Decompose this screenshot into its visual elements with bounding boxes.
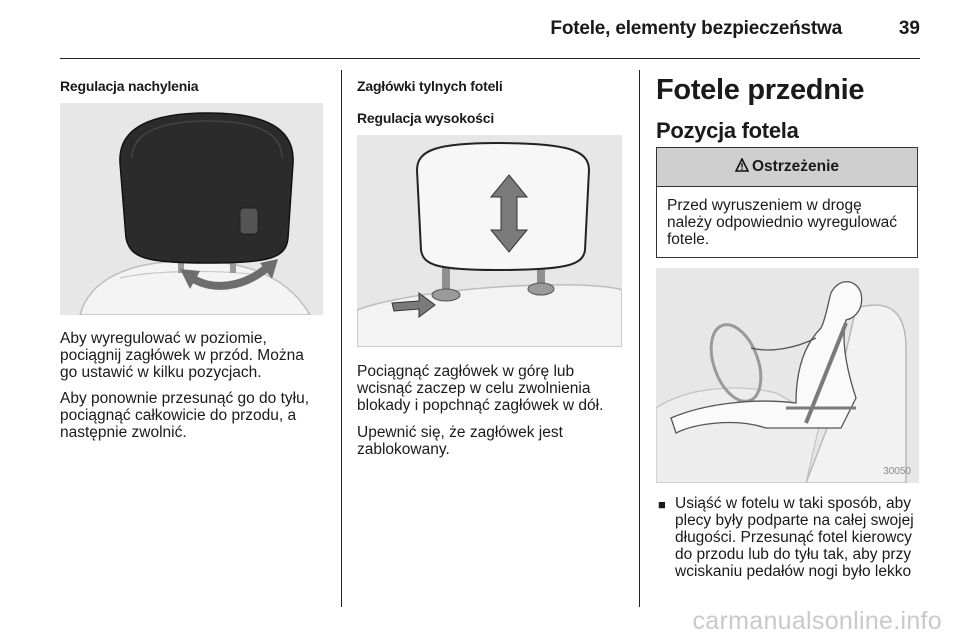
seat-position-drawing bbox=[656, 268, 919, 483]
height-paragraph-2: Upewnić się, że zagłówek jest zablokowany. bbox=[357, 424, 563, 458]
warning-header bbox=[657, 148, 917, 187]
column-divider-left bbox=[341, 70, 342, 607]
chapter-title: Fotele przednie bbox=[656, 74, 865, 106]
section-heading-tilt: Regulacja nachylenia bbox=[60, 78, 199, 94]
warning-label: Ostrzeżenie bbox=[751, 158, 839, 175]
seat-position-illustration bbox=[656, 268, 919, 483]
headrest-height-illustration bbox=[357, 135, 622, 347]
instruction-list bbox=[656, 495, 926, 580]
column-divider-right bbox=[639, 70, 640, 607]
headrest-tilt-illustration bbox=[60, 103, 323, 315]
tilt-paragraph-1: Aby wyregulować w poziomie, pociągnij zagłówek w przód. Można go ustawić w kilku pozycjach. bbox=[60, 330, 304, 381]
list-item bbox=[656, 495, 926, 580]
square-bullet-icon: ■ bbox=[658, 497, 666, 512]
section-subheading-height: Regulacja wysokości bbox=[357, 110, 495, 126]
header-title: Fotele, elementy bezpieczeństwa bbox=[550, 18, 842, 39]
warning-text: Przed wyruszeniem w drogę należy odpowiednio wyregulować fotele. bbox=[667, 197, 898, 248]
warning-triangle-icon bbox=[735, 158, 749, 177]
warning-box bbox=[656, 147, 918, 258]
section-heading-rear-headrests: Zagłówki tylnych foteli bbox=[357, 78, 503, 94]
height-paragraph-1: Pociągnąć zagłówek w górę lub wcisnąć zaczep w celu zwolnienia blokady i popchnąć zagłówek w dół. bbox=[357, 363, 604, 414]
figure-code: 30050 bbox=[883, 466, 911, 477]
list-item-text: Usiąść w fotelu w taki sposób, aby plecy były podparte na całej swojej długości. Przesunąć fotel kierowcy do przodu lub do tyłu tak, aby przy wciskaniu pedałów nogi było lekko bbox=[675, 495, 914, 580]
watermark: carmanualsonline.info bbox=[692, 607, 942, 635]
section-title: Pozycja fotela bbox=[656, 118, 799, 143]
tilt-paragraph-2: Aby ponownie przesunąć go do tyłu, pociągnąć całkowicie do przodu, a następnie zwolnić. bbox=[60, 390, 310, 441]
headrest-height-drawing bbox=[357, 135, 622, 347]
header-rule bbox=[60, 58, 920, 59]
headrest-tilt-drawing bbox=[60, 103, 323, 315]
page-number: 39 bbox=[898, 18, 920, 39]
